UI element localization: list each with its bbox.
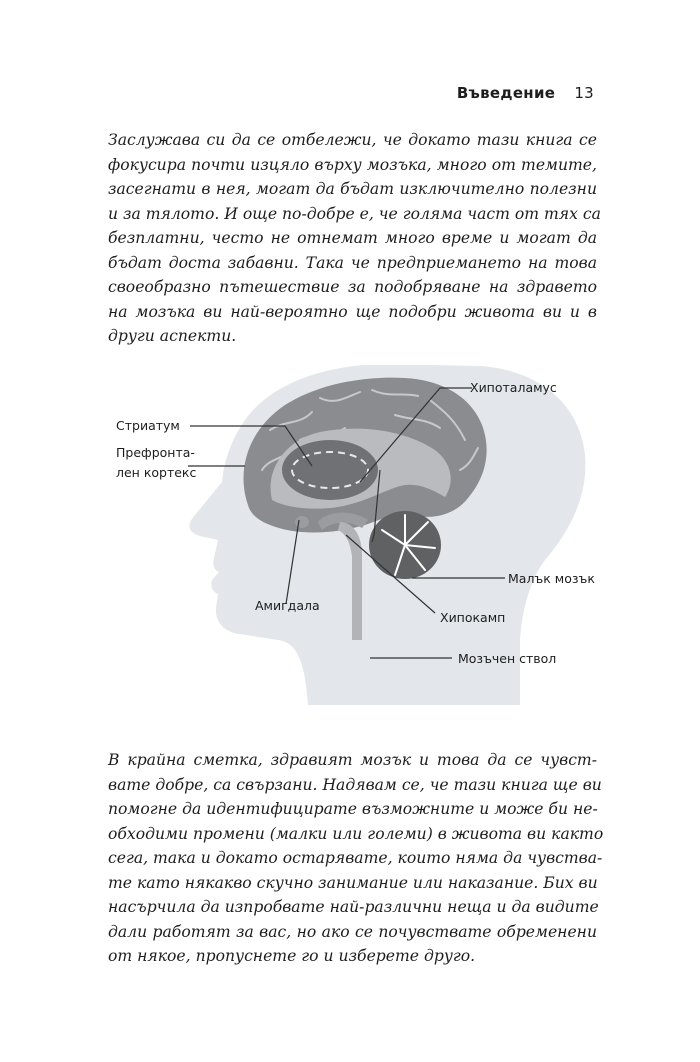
text-line: В крайна сметка, здравият мозък и това да се чувст- xyxy=(108,751,597,769)
brain-anatomy-figure xyxy=(0,365,700,730)
text-line: своеобразно пътешествие за подобряване на здравето xyxy=(108,278,597,296)
text-line: засегнати в нея, могат да бъдат изключително полезни xyxy=(108,180,597,198)
label-striatum: Стриатум xyxy=(116,418,180,433)
label-amygdala: Амигдала xyxy=(255,598,320,613)
label-prefrontal-line1: Префронта- xyxy=(116,445,195,460)
text-line: и за тялото. И още по-добре е, че голяма част от тях са xyxy=(108,204,601,223)
chapter-title: Въведение xyxy=(456,84,556,102)
text-line: насърчила да изпробвате най-различни неща и да видите xyxy=(108,898,599,916)
text-line: сега, така и докато остарявате, които няма да чувства- xyxy=(108,849,603,867)
intro-paragraph xyxy=(108,128,601,349)
text-line: вате добре, са свързани. Надявам се, че тази книга ще ви xyxy=(108,775,602,794)
text-line: обходими промени (малки или големи) в живота ви както xyxy=(108,824,604,843)
text-line: на мозъка ви най-вероятно ще подобри живота ви и в xyxy=(108,302,597,321)
striatum xyxy=(282,440,378,500)
closing-paragraph xyxy=(108,748,604,969)
label-hypothalamus: Хипоталамус xyxy=(470,380,557,395)
text-line: дали работят за вас, но ако се почувствате обременени xyxy=(108,922,597,941)
text-line: фокусира почти изцяло върху мозъка, много от темите, xyxy=(108,155,597,174)
text-line: те като някакво скучно занимание или наказание. Бих ви xyxy=(108,873,598,892)
text-line: други аспекти. xyxy=(108,327,237,345)
text-line: от някое, пропуснете го и изберете друго. xyxy=(108,947,476,965)
label-hippocampus: Хипокамп xyxy=(440,610,506,625)
label-brainstem: Мозъчен ствол xyxy=(458,651,557,666)
amygdala xyxy=(295,516,309,528)
text-line: Заслужава си да се отбележи, че докато тази книга се xyxy=(108,131,597,149)
running-header xyxy=(457,84,594,102)
text-line: помогне да идентифицирате възможните и може би не- xyxy=(108,800,598,818)
text-line: безплатни, често не отнемат много време и могат да xyxy=(108,229,597,247)
label-cerebellum: Малък мозък xyxy=(508,571,595,586)
page-number: 13 xyxy=(574,84,594,102)
label-prefrontal-line2: лен кортекс xyxy=(116,465,197,480)
text-line: бъдат доста забавни. Така че предприемането на това xyxy=(108,253,597,272)
